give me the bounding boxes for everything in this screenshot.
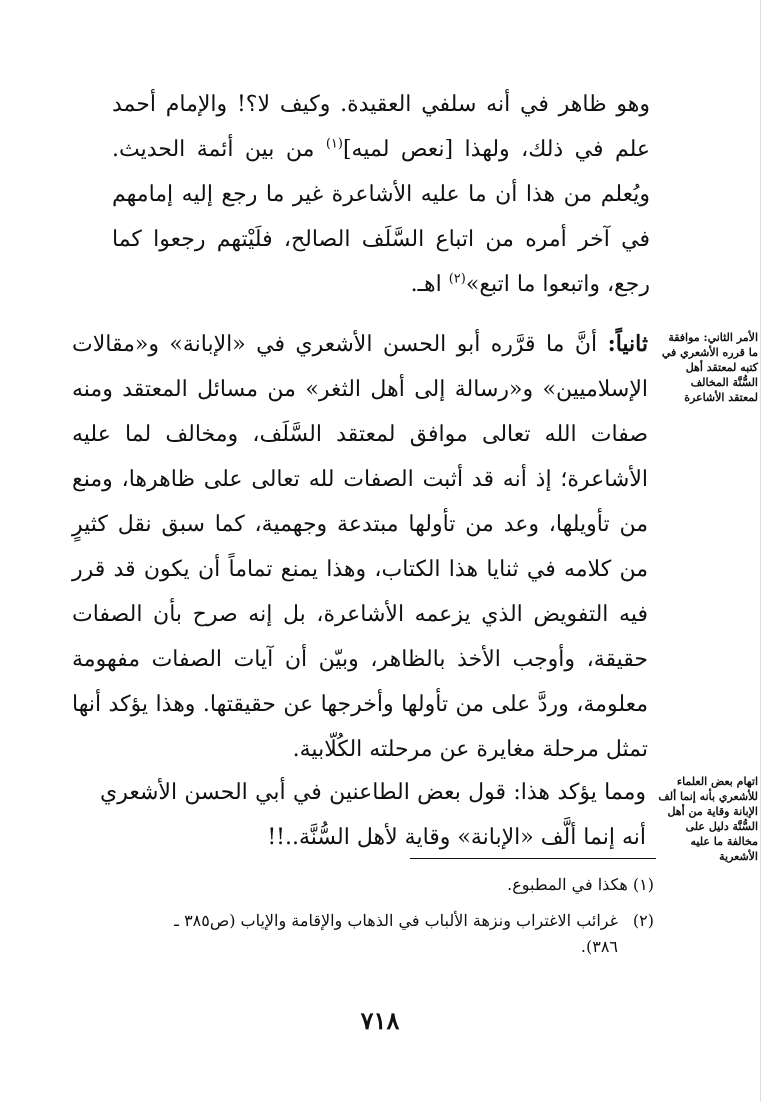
margin-note-accusation: اتهام بعض العلماء للأشعري بأنه إنما ألف الإبانة وقاية من أهل السُّنَّة دليل على مخالفة ما عليه الأشعرية xyxy=(658,775,758,863)
page-number: ٧١٨ xyxy=(360,1006,400,1035)
paragraph-3: ومما يؤكد هذا: قول بعض الطاعنين في أبي الحسن الأشعري أنه إنما ألَّف «الإبانة» وقاية لأهل السُّنَّة..!! xyxy=(100,780,646,850)
section-lead: ثانياً: xyxy=(607,331,648,357)
margin-note-second-matter: الأمر الثاني: موافقة ما قرره الأشعري في كتبه لمعتقد أهل السُّنَّة المخالف لمعتقد الأشاعرة xyxy=(661,331,758,404)
paragraph-1: وهو ظاهر في أنه سلفي العقيدة. وكيف لا؟! والإمام أحمد علم في ذلك، ولهذا [نعص لميه]$^{(١)}$ من بين أئمة الحديث. ويُعلم من هذا أن ما عليه الأشاعرة غير ما رجع إليه إمامهم في آخر أمره من اتباع السَّلَف الصالح، فلَيْتهم رجعوا كما رجع، واتبعوا ما اتبع»$^{(٢)}$ اهـ. xyxy=(112,92,650,297)
footnote-1: (١) هكذا في المطبوع. xyxy=(507,875,654,894)
footnote-ref-1: (١) xyxy=(325,136,343,152)
paragraph-2: ثانياً: أنَّ ما قرَّره أبو الحسن الأشعري في «الإبانة» و«مقالات الإسلاميين» و«رسالة إلى أهل الثغر» من مسائل المعتقد ومنه صفات الله تعالى موافق لمعتقد السَّلَف، ومخالف لما عليه الأشاعرة؛ إذ أنه قد أثبت الصفات لله تعالى على ظاهرها، ومنع من تأويلها، وعد من تأولها مبتدعة وجهمية، كما سبق نقل كثيرٍ من كلامه في ثنايا هذا الكتاب، وهذا يمنع تماماً أن يكون قد قرر فيه التفويض الذي يزعمه الأشاعرة، بل إنه صرح بأن الصفات حقيقة، وأوجب الأخذ بالظاهر، وبيّن أن آيات الصفات مفهومة معلومة، وردَّ على من تأولها وأخرجها عن حقيقتها. وهذا يؤكد أنها تمثل مرحلة مغايرة عن مرحلته الكُلّابية. xyxy=(72,331,648,762)
footnote-ref-2: (٢) xyxy=(448,271,466,287)
footnote-2: (٢)غرائب الاغتراب ونزهة الألباب في الذهاب والإقامة والإياب (ص٣٨٥ ـ ٣٨٦). xyxy=(174,911,654,956)
footnote-separator xyxy=(410,858,656,859)
